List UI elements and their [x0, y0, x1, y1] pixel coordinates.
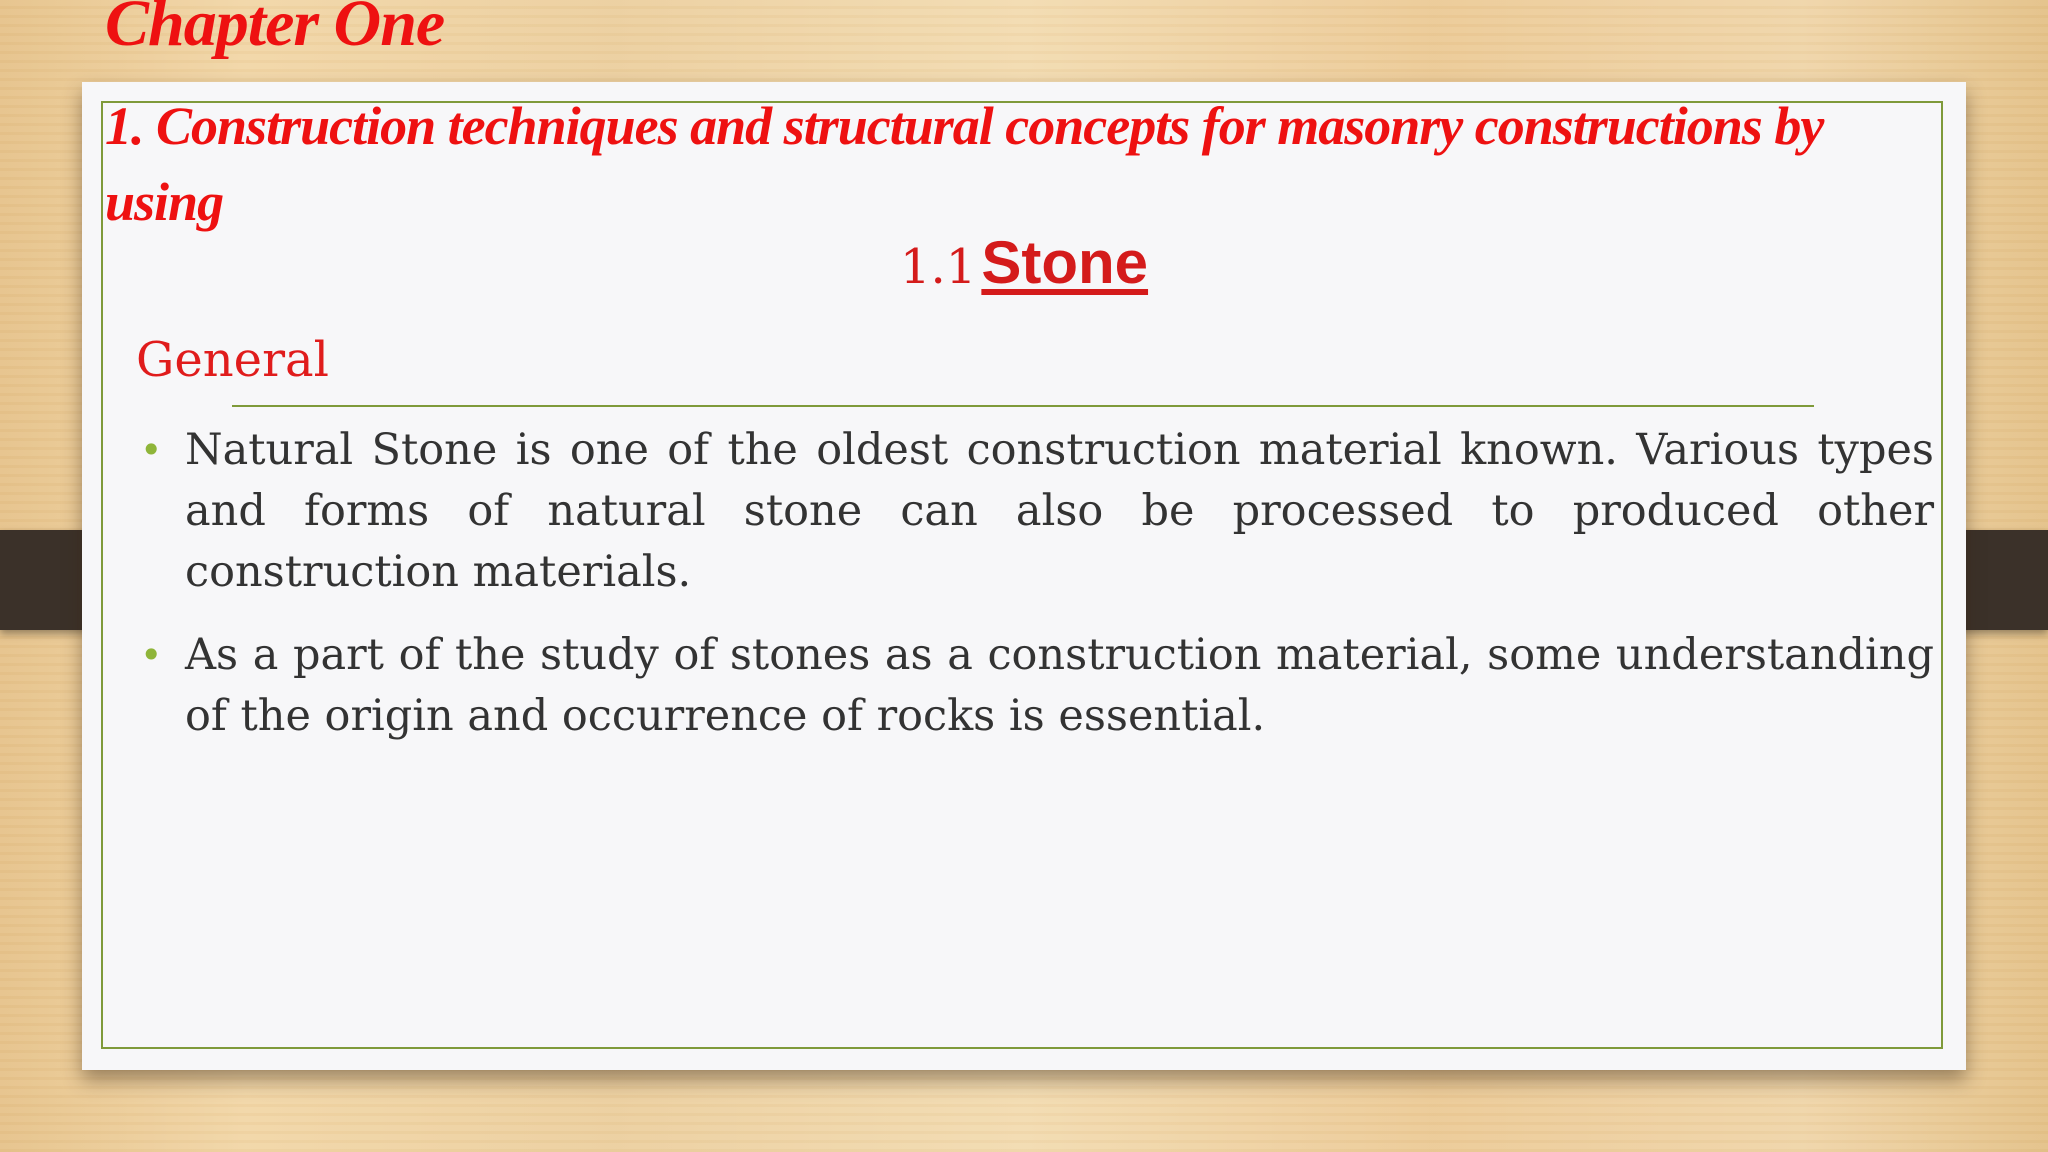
round-bullet-icon: •: [140, 428, 163, 472]
list-item: [136, 420, 1934, 603]
subsection-name: Stone: [981, 229, 1149, 296]
bullet-list: [136, 420, 1934, 769]
list-item: [136, 625, 1934, 747]
bullet-text: Natural Stone is one of the oldest construction material known. Various types and forms of natural stone can also be processed to produced other construction materials.: [185, 425, 1934, 597]
section-title: 1. Construction techniques and structural concepts for masonry constructions by using: [105, 96, 1824, 232]
subsection-heading: [0, 228, 2048, 297]
chapter-title: Chapter One: [105, 0, 445, 60]
bullet-text: As a part of the study of stones as a construction material, some understanding of the origin and occurrence of rocks is essential.: [185, 630, 1934, 741]
heading-divider: [232, 405, 1814, 407]
general-heading: General: [136, 332, 329, 388]
subsection-number: 1.1: [899, 239, 977, 295]
round-bullet-icon: •: [140, 633, 163, 677]
